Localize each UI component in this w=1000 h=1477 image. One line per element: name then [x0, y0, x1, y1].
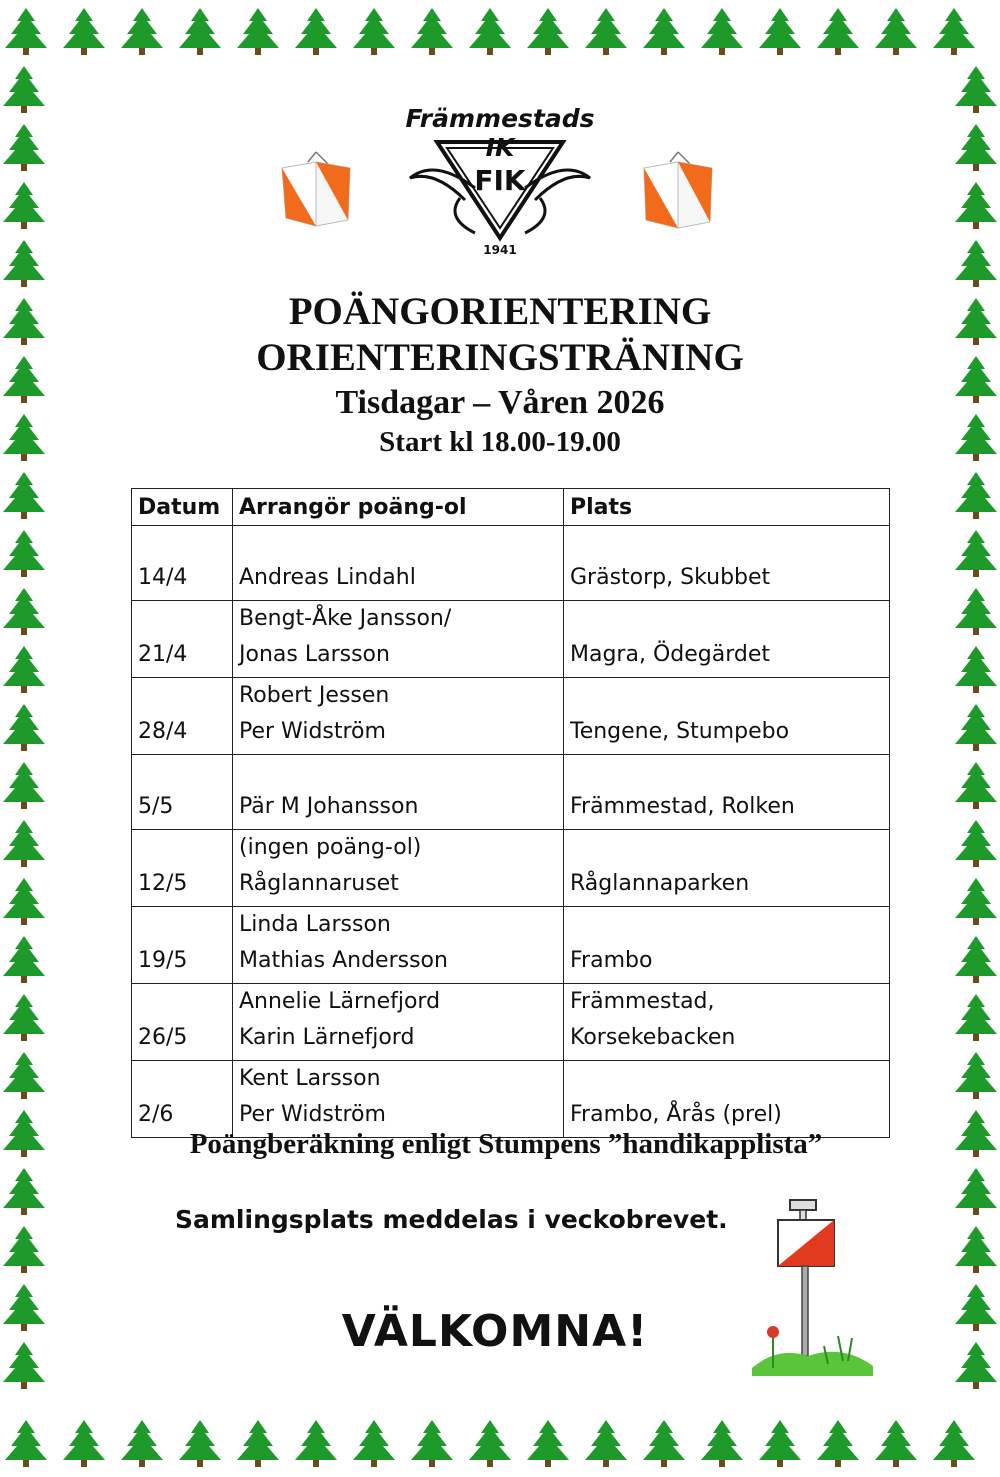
cell-place-line: Främmestad, [570, 989, 715, 1014]
cell-place [564, 984, 890, 1061]
control-flag-icon [748, 1196, 878, 1381]
header-date: Datum [132, 489, 233, 526]
cell-organizer-line: Råglannaruset [239, 871, 399, 896]
cell-organizer-line: Jonas Larsson [239, 642, 390, 667]
pine-tree-icon [643, 8, 685, 55]
cell-date [132, 984, 233, 1061]
pine-tree-icon [875, 8, 917, 55]
pine-tree-icon [817, 8, 859, 55]
pine-tree-icon [955, 124, 997, 171]
cell-date-line: 19/5 [138, 948, 188, 973]
pine-tree-icon [585, 8, 627, 55]
gathering-note: Samlingsplats meddelas i veckobrevet. [175, 1205, 728, 1234]
schedule-table [131, 488, 890, 1138]
cell-place [564, 830, 890, 907]
cell-date-line: 12/5 [138, 871, 188, 896]
pine-tree-icon [3, 66, 45, 113]
pine-tree-icon [295, 8, 337, 55]
start-time: Start kl 18.00-19.00 [379, 426, 621, 458]
welcome-text: VÄLKOMNA! [341, 1306, 649, 1357]
pine-tree-icon [527, 1420, 569, 1467]
pine-tree-icon [3, 182, 45, 229]
cell-organizer-line: Per Widström [239, 1102, 386, 1127]
pine-tree-icon [3, 588, 45, 635]
cell-organizer [233, 755, 564, 830]
table-row [132, 830, 890, 907]
header-organizer: Arrangör poäng-ol [233, 489, 564, 526]
pine-tree-icon [411, 8, 453, 55]
cell-organizer [233, 1061, 564, 1138]
pine-tree-icon [955, 66, 997, 113]
pine-tree-icon [585, 1420, 627, 1467]
pine-tree-icon [63, 8, 105, 55]
table-row [132, 526, 890, 601]
pine-tree-icon [179, 8, 221, 55]
pine-tree-icon [955, 878, 997, 925]
title-line-2: ORIENTERINGSTRÄNING [256, 336, 744, 379]
pine-tree-icon [237, 1420, 279, 1467]
pine-tree-icon [121, 8, 163, 55]
pine-tree-icon [3, 472, 45, 519]
pine-tree-icon [955, 182, 997, 229]
pine-tree-icon [759, 1420, 801, 1467]
cell-place-line: Grästorp, Skubbet [570, 565, 771, 590]
cell-organizer-line: Andreas Lindahl [239, 565, 416, 590]
cell-place-line: Korsekebacken [570, 1025, 736, 1050]
pine-tree-icon [933, 8, 975, 55]
table-row [132, 755, 890, 830]
table-row [132, 678, 890, 755]
pine-tree-icon [933, 1420, 975, 1467]
pine-tree-icon [469, 8, 511, 55]
table-header-row [132, 489, 890, 526]
pine-tree-icon [955, 762, 997, 809]
pine-tree-icon [817, 1420, 859, 1467]
pine-tree-icon [955, 1226, 997, 1273]
pine-tree-icon [3, 878, 45, 925]
pine-tree-icon [955, 936, 997, 983]
cell-organizer [233, 526, 564, 601]
cell-date-line: 14/4 [138, 565, 188, 590]
cell-place-line: Tengene, Stumpebo [570, 719, 790, 744]
cell-place-line: Främmestad, Rolken [570, 794, 795, 819]
pine-tree-icon [469, 1420, 511, 1467]
pine-tree-icon [63, 1420, 105, 1467]
cell-organizer-line: Karin Lärnefjord [239, 1025, 415, 1050]
pine-tree-icon [955, 472, 997, 519]
pine-tree-icon [353, 8, 395, 55]
cell-organizer-line: Linda Larsson [239, 912, 391, 937]
cell-organizer [233, 907, 564, 984]
cell-date-line: 2/6 [138, 1102, 174, 1127]
pine-tree-icon [955, 994, 997, 1041]
pine-tree-icon [3, 820, 45, 867]
pine-tree-icon [3, 1052, 45, 1099]
cell-place [564, 907, 890, 984]
header-place: Plats [564, 489, 890, 526]
pine-tree-icon [759, 8, 801, 55]
cell-organizer-line: Robert Jessen [239, 683, 390, 708]
pine-tree-icon [643, 1420, 685, 1467]
table-row [132, 601, 890, 678]
cell-date-line: 28/4 [138, 719, 188, 744]
table-row [132, 984, 890, 1061]
pine-tree-icon [411, 1420, 453, 1467]
subtitle: Tisdagar – Våren 2026 [335, 384, 665, 421]
pine-tree-icon [3, 936, 45, 983]
orienteering-marker-icon [278, 150, 354, 232]
pine-tree-icon [3, 762, 45, 809]
cell-date [132, 601, 233, 678]
pine-tree-icon [5, 1420, 47, 1467]
pine-tree-icon [701, 8, 743, 55]
pine-tree-icon [3, 1168, 45, 1215]
pine-tree-icon [3, 704, 45, 751]
table-row [132, 1061, 890, 1138]
pine-tree-icon [955, 1168, 997, 1215]
pine-tree-icon [955, 240, 997, 287]
cell-organizer-line: (ingen poäng-ol) [239, 835, 422, 860]
cell-date [132, 907, 233, 984]
emblem-letters: FIK [474, 164, 526, 197]
cell-organizer [233, 678, 564, 755]
pine-tree-icon [3, 1226, 45, 1273]
club-name: Främmestads IK [405, 104, 595, 162]
cell-date [132, 678, 233, 755]
cell-organizer-line: Bengt-Åke Jansson/ [239, 606, 452, 631]
cell-organizer [233, 601, 564, 678]
cell-place [564, 755, 890, 830]
cell-date [132, 830, 233, 907]
pine-tree-icon [955, 1052, 997, 1099]
cell-place [564, 678, 890, 755]
pine-tree-icon [3, 530, 45, 577]
cell-organizer [233, 984, 564, 1061]
cell-place-line: Frambo [570, 948, 653, 973]
pine-tree-icon [295, 1420, 337, 1467]
pine-tree-icon [955, 646, 997, 693]
pine-tree-icon [353, 1420, 395, 1467]
cell-organizer-line: Annelie Lärnefjord [239, 989, 441, 1014]
table-row [132, 907, 890, 984]
cell-organizer-line: Kent Larsson [239, 1066, 381, 1091]
club-founding-year: 1941 [483, 243, 517, 257]
pine-tree-icon [179, 1420, 221, 1467]
cell-place-line: Frambo, Årås (prel) [570, 1102, 782, 1127]
cell-place-line: Råglannaparken [570, 871, 750, 896]
cell-organizer-line: Pär M Johansson [239, 794, 419, 819]
pine-tree-icon [3, 124, 45, 171]
pine-tree-icon [5, 8, 47, 55]
pine-tree-icon [955, 588, 997, 635]
orienteering-marker-icon [640, 150, 716, 234]
pine-tree-icon [955, 530, 997, 577]
cell-date [132, 526, 233, 601]
cell-place [564, 601, 890, 678]
pine-tree-icon [875, 1420, 917, 1467]
cell-place-line: Magra, Ödegärdet [570, 642, 770, 667]
cell-organizer-line: Per Widström [239, 719, 386, 744]
pine-tree-icon [955, 820, 997, 867]
pine-tree-icon [527, 8, 569, 55]
pine-tree-icon [121, 1420, 163, 1467]
cell-place [564, 1061, 890, 1138]
cell-date-line: 26/5 [138, 1025, 188, 1050]
pine-tree-icon [3, 994, 45, 1041]
club-emblem-icon [405, 138, 595, 248]
points-note: Poängberäkning enligt Stumpens ”handikapplista” [189, 1128, 823, 1160]
pine-tree-icon [237, 8, 279, 55]
cell-organizer [233, 830, 564, 907]
cell-date-line: 21/4 [138, 642, 188, 667]
pine-tree-icon [955, 704, 997, 751]
cell-organizer-line: Mathias Andersson [239, 948, 448, 973]
cell-date [132, 1061, 233, 1138]
cell-date-line: 5/5 [138, 794, 174, 819]
pine-tree-icon [701, 1420, 743, 1467]
pine-tree-icon [3, 646, 45, 693]
cell-place [564, 526, 890, 601]
cell-date [132, 755, 233, 830]
title-line-1: POÄNGORIENTERING [288, 290, 712, 333]
pine-tree-icon [3, 240, 45, 287]
